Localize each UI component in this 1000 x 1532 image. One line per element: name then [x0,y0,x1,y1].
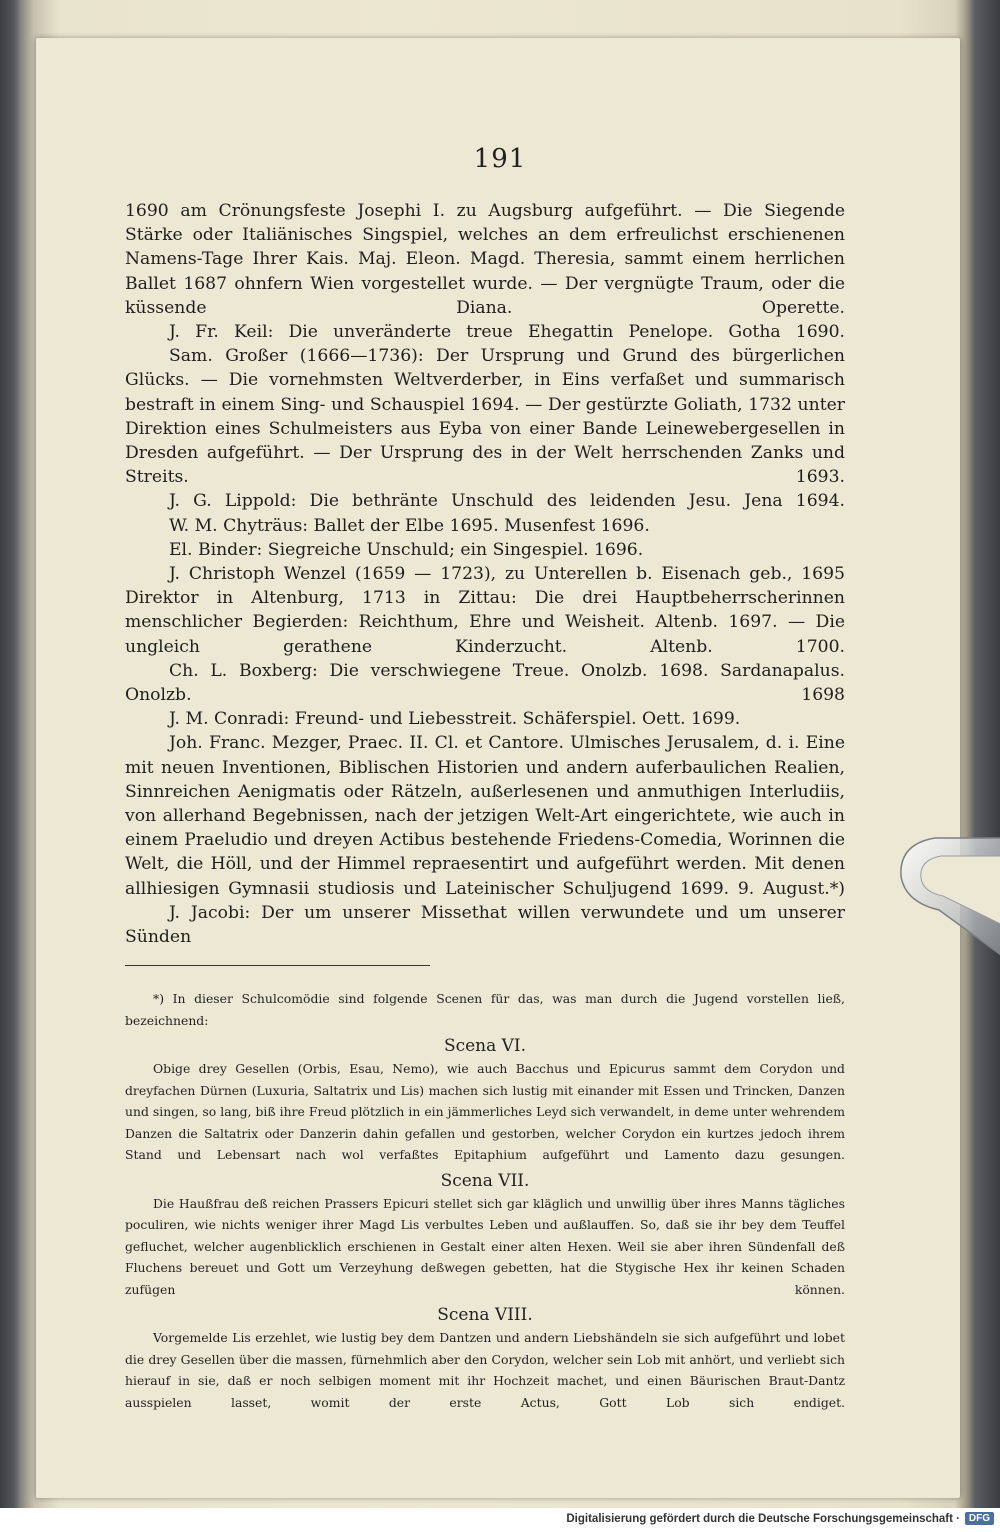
paragraph-8: Ch. L. Boxberg: Die verschwiegene Treue. Onolzb. 1698. Sardanapalus. Onolzb. 1698 [125,660,845,706]
paragraph-4: J. G. Lippold: Die bethränte Unschuld des leidenden Jesu. Jena 1694. [169,491,845,512]
funding-credit: Digitalisierung gefördert durch die Deutsche Forschungsgemeinschaft · [566,1513,960,1525]
paragraph-3: Sam. Großer (1666—1736): Der Ursprung und Grund des bürgerlichen Glücks. — Die vornehmsten Weltverderber, in Eins verfaßet und summarisch bestraft in einem Sing- und Schauspiel 1694. — Der gestürzte Goliath, 1732 unter Direktion eines Schulmeisters aus Eyba von einer Bande Leinewebergesellen in Dresden aufgeführt. — Der Ursprung des in der Welt herrschenden Zanks und Streits. 1693. [125,346,845,488]
page-clip-icon [895,818,1000,968]
footnote-intro: *) In dieser Schulcomödie sind folgende Scenen für das, was man durch die Jugend vorstellen ließ, bezeichnend: [125,991,845,1028]
scene-text-vi: Obige drey Gesellen (Orbis, Esau, Nemo), wie auch Bacchus und Epicurus sammt dem Corydon und dreyfachen Dürnen (Luxuria, Saltatrix und Lis) machen sich lustig mit einander mit Essen und Trincken, Danzen und singen, so lang, biß ihre Freud plötzlich in ein jämmerliches Leyd sich verwandelt, in deme unter wehrendem Danzen die Saltatrix oder Danzerin dahin gefallen und gestorben, welcher Corydon ein kurtzes jedoch ihrem Stand und Lebensart nach wol verfaßtes Epitaphium aufgeführt und Lamento dazu gesungen. [125,1061,845,1162]
scene-heading-vi: Scena VI. [443,1036,527,1056]
footnote [125,988,845,1413]
scene-text-viii: Vorgemelde Lis erzehlet, wie lustig bey dem Dantzen und andern Liebshändeln sie sich aufgeführt und lobet die drey Gesellen über die massen, fürnehmlich aber den Corydon, welcher sein Lob mit anhört, und verliebt sich hierauf in sie, daß er noch selbigen moment mit ihr Hochzeit machet, und einen Bäurischen Braut-Dantz ausspielen lasset, womit der erste Actus, Gott Lob sich endiget. [125,1330,845,1410]
scene-heading-vii: Scena VII. [440,1170,530,1191]
paragraph-10: Joh. Franc. Mezger, Praec. II. Cl. et Cantore. Ulmisches Jerusalem, d. i. Eine mit neuen Inventionen, Biblischen Historien und andern auferbaulichen Realien, Sinnreichen Aenigmatis oder Rätzeln, außerlesenen und anmuthigen Interludiis, von allerhand Begebnissen, nach der jetzigen Welt-Art eingerichtete, wie auch in einem Praeludio und dreyen Actibus bestehende Friedens-Comedia, Worinnen die Welt, die Höll, und der Himmel repraesentirt und aufgeführt werden. Mit denen allhiesigen Gymnasii studiosis und Lateinischer Schuljugend 1699. 9. August.*) [125,733,845,899]
footnote-rule [125,965,430,966]
paragraph-5: W. M. Chyträus: Ballet der Elbe 1695. Musenfest 1696. [169,515,650,536]
main-text [125,199,845,949]
paragraph-1: 1690 am Crönungsfeste Josephi I. zu Augsburg aufgeführt. — Die Siegende Stärke oder Italiänisches Singspiel, welches an dem erfreulichst erschienenen Namens-Tage Ihrer Kais. Maj. Eleon. Magd. Theresia, sammt einem herrlichen Ballet 1687 ohnfern Wien vorgestellet wurde. — Der vergnügte Traum, oder die küssende Diana. Operette. [125,201,845,318]
scene-text-vii: Die Haußfrau deß reichen Prassers Epicuri stellet sich gar kläglich und unwillig über ihres Manns tägliches poculiren, wie nichts weniger ihrer Magd Lis verbultes Leben und außlauffen. So, daß sie ihr bey dem Teuffel gefluchet, welcher augenblicklich erschienen in Gestalt einer alten Hexen. Weil sie aber ihren Sündenfall deß Fluchens bereuet und Gott um Verzeyhung deßwegen gebetten, hat die Stygische Hex ihr keinen Schaden zufügen können. [125,1195,845,1297]
paragraph-2: J. Fr. Keil: Die unveränderte treue Ehegattin Penelope. Gotha 1690. [169,322,845,343]
paragraph-11: J. Jacobi: Der um unserer Missethat willen verwundete und um unserer Sünden [125,902,845,948]
paragraph-9: J. M. Conradi: Freund- und Liebesstreit. Schäferspiel. Oett. 1699. [169,709,741,730]
page-number: 191 [473,144,527,174]
paragraph-7: J. Christoph Wenzel (1659 — 1723), zu Unterellen b. Eisenach geb., 1695 Direktor in Altenburg, 1713 in Zittau: Die drei Hauptbeherrscherinnen menschlicher Begierden: Reichthum, Ehre und Weisheit. Altenb. 1697. — Die ungleich gerathene Kinderzucht. Altenb. 1700. [125,564,845,657]
scene-heading-viii: Scena VIII. [437,1305,533,1325]
dfg-logo: DFG [965,1512,994,1525]
paragraph-6: El. Binder: Siegreiche Unschuld; ein Singespiel. 1696. [169,539,644,560]
